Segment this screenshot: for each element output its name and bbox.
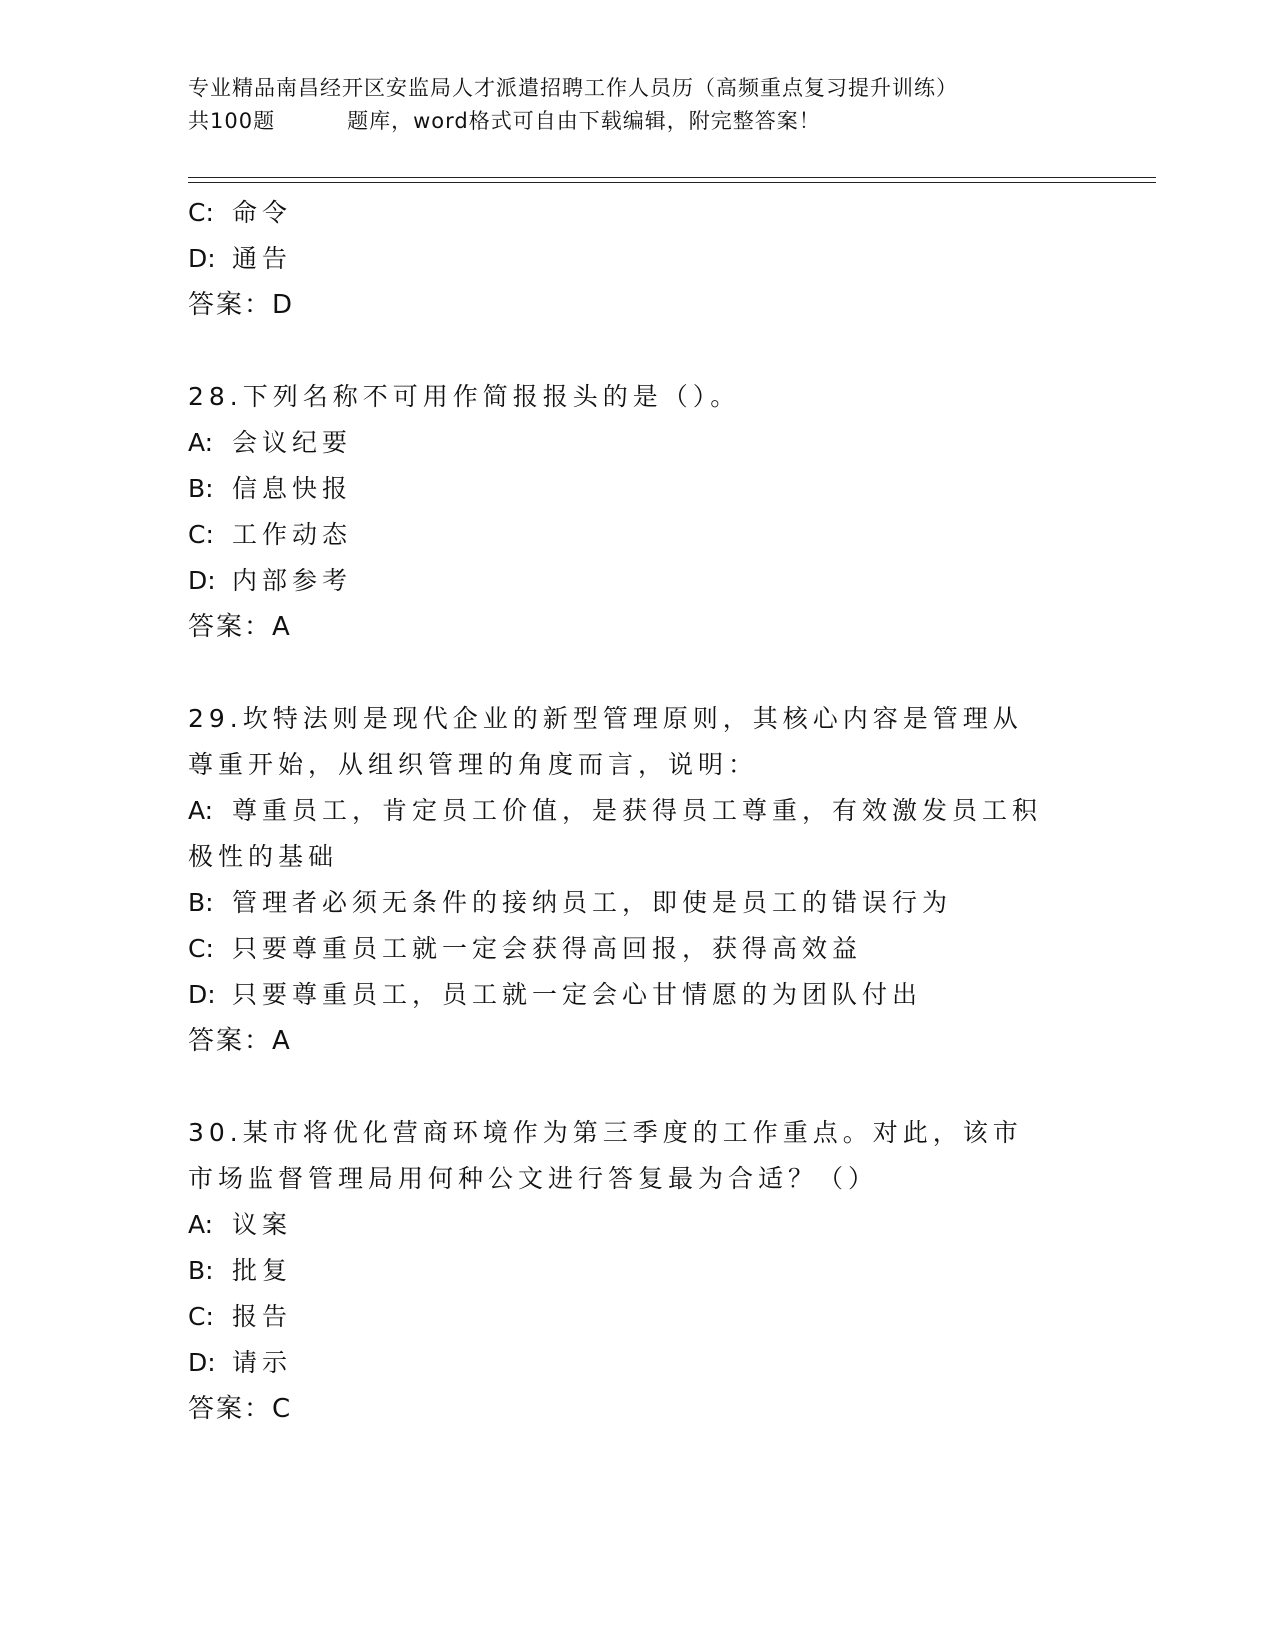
option-label: D: [188,244,216,273]
option-text: 批复 [232,1256,293,1285]
option-text: 请示 [232,1348,293,1377]
answer: 答案：A [188,1026,292,1056]
download-note: 题库，word格式可自由下载编辑，附完整答案！ [347,109,821,133]
option-c [188,512,1088,558]
question-28-text: 28.下列名称不可用作简报报头的是（）。 [188,382,741,411]
header-title: 专业精品南昌经开区安监局人才派遣招聘工作人员历（高频重点复习提升训练） [188,76,958,100]
option-label: A: [188,428,214,457]
option-label: A: [188,1210,214,1239]
option-d [188,1340,1088,1386]
option-label: C: [188,198,214,227]
option-label: D: [188,1348,216,1377]
option-label: C: [188,520,214,549]
option-label: C: [188,934,214,963]
option-label: B: [188,888,214,917]
option-text: 管理者必须无条件的接纳员工，即使是员工的错误行为 [232,888,953,917]
option-label: D: [188,980,216,1009]
option-text: 只要尊重员工，员工就一定会心甘情愿的为团队付出 [232,980,923,1009]
header-subtitle [188,105,1148,138]
option-b [188,880,1088,926]
option-text: 内部参考 [232,566,353,595]
option-c [188,1294,1088,1340]
document-header [188,72,1148,138]
option-label: B: [188,1256,214,1285]
question-list [188,190,1088,1432]
option-d [188,236,1088,282]
option-label: B: [188,474,214,503]
option-b [188,466,1088,512]
question-29-text: 29.坎特法则是现代企业的新型管理原则，其核心内容是管理从尊重开始，从组织管理的角度而言，说明： [188,704,1023,779]
option-text: 工作动态 [232,520,353,549]
answer: 答案：D [188,290,295,320]
header-divider-secondary [188,182,1156,183]
option-label: C: [188,1302,214,1331]
option-c [188,926,1088,972]
option-text: 只要尊重员工就一定会获得高回报，获得高效益 [232,934,863,963]
option-d [188,558,1088,604]
option-label: D: [188,566,216,595]
option-text: 议案 [232,1210,293,1239]
question-count: 共100题 [188,109,276,133]
option-text: 尊重员工，肯定员工价值，是获得员工尊重，有效激发员工积极性的基础 [188,796,1043,871]
option-a [188,420,1088,466]
option-text: 报告 [232,1302,293,1331]
option-text: 通告 [232,244,293,273]
option-text: 信息快报 [232,474,353,503]
option-b [188,1248,1088,1294]
option-text: 命令 [232,198,293,227]
option-c [188,190,1088,236]
question-30-text: 30.某市将优化营商环境作为第三季度的工作重点。对此，该市市场监督管理局用何种公文进行答复最为合适？（） [188,1118,1023,1193]
option-d [188,972,1088,1018]
answer: 答案：C [188,1394,293,1424]
option-a [188,788,1048,880]
option-a [188,1202,1088,1248]
option-text: 会议纪要 [232,428,353,457]
option-label: A: [188,796,214,825]
answer: 答案：A [188,612,292,642]
header-divider [188,177,1156,178]
